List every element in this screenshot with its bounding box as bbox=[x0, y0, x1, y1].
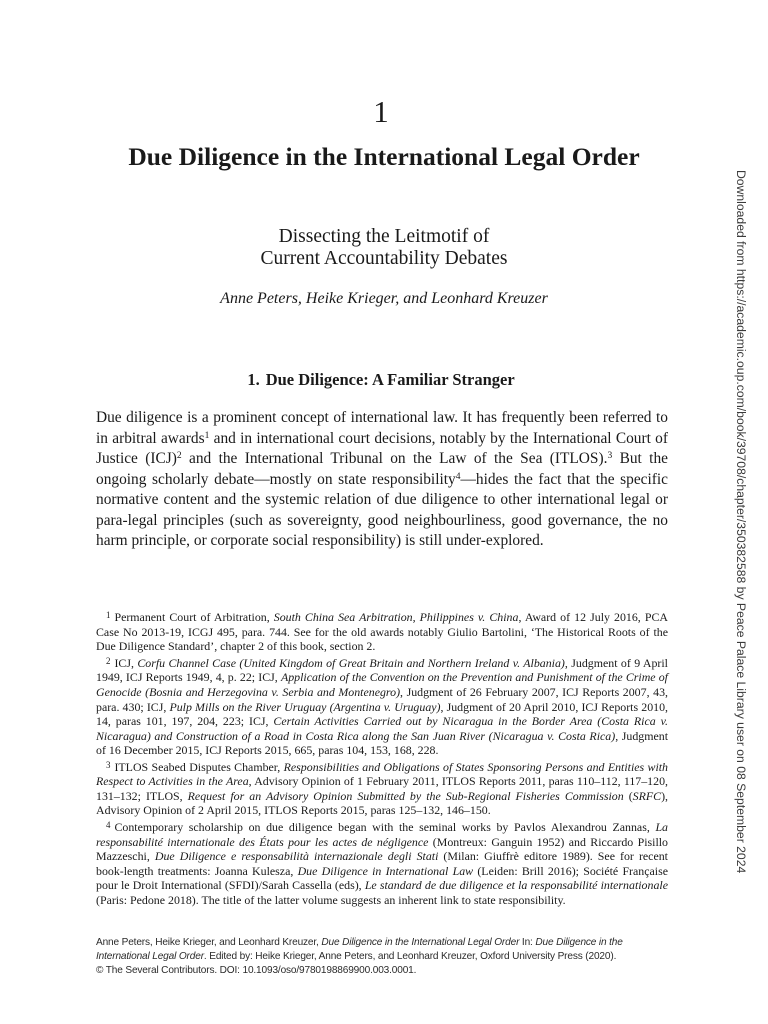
body-text-run: and in international court decisions, notably by the International Court of Justice (ICJ) bbox=[96, 429, 668, 467]
footnote-text: , Judgment of 20 April 2010, ICJ Reports 2010, 14, paras 101, 197, 204, 223; ICJ, bbox=[96, 699, 668, 729]
footnote-case-title: Request for an Advisory Opinion Submitted by the Sub-Regional Fisheries Commission bbox=[187, 788, 624, 803]
citation-copyright: © The Several Contributors. DOI: 10.1093/oso/9780198869900.003.0001. bbox=[96, 965, 417, 977]
footnote-text: (Montreux: Ganguin 1952) and Riccardo Pisillo Mazzeschi, bbox=[96, 834, 668, 864]
footnote-ref-4[interactable]: 4 bbox=[455, 470, 461, 482]
footnote-book-title: La responsabilité internationale des États pour les actes de négligence bbox=[96, 820, 668, 849]
footnote-text: , Judgment of 9 April 1949, ICJ Reports 1949, 4, p. 22; ICJ, bbox=[96, 655, 668, 685]
citation-publisher: . Edited by: Heike Krieger, Anne Peters, and Leonhard Kreuzer, Oxford University Press (2020). bbox=[203, 951, 617, 963]
footnote-text: , Award of 12 July 2016, PCA Case No 2013-19, ICGJ 495, para. 744. See for the old awards notably Giulio Bartolini, ‘The Historical Roots of the Due Diligence Standard’, chapter 2 of this book, section 2. bbox=[96, 610, 668, 654]
citation-chapter-title: Due Diligence in the International Legal Order bbox=[321, 937, 520, 948]
body-text-run: But the ongoing scholarly debate—mostly on state responsibility bbox=[96, 450, 668, 488]
footnote-text: Contemporary scholarship on due diligence began with the seminal works by Pavlos Alexandrou Zannas, bbox=[114, 820, 656, 835]
footnote-text: Permanent Court of Arbitration, bbox=[114, 610, 274, 625]
footnote-case-title: Application of the Convention on the Prevention and Punishment of the Crime of Genocide (Bosnia and Herzegovina v. Serbia and Montenegro) bbox=[96, 670, 668, 699]
footnote-2 bbox=[96, 654, 668, 758]
footnote-case-title: South China Sea Arbitration, Philippines v. China bbox=[273, 610, 519, 625]
chapter-number: 1 bbox=[373, 94, 389, 129]
footnote-text: , Judgment of 26 February 2007, ICJ Reports 2007, 43, para. 430; ICJ, bbox=[96, 684, 668, 714]
body-text-run: Due diligence is a prominent concept of international law. It has frequently been referred to in arbitral awards bbox=[96, 409, 668, 447]
footnotes bbox=[96, 608, 668, 907]
footnote-text: ITLOS Seabed Disputes Chamber, bbox=[114, 759, 284, 774]
citation-text-run: In: bbox=[519, 937, 536, 948]
footnote-case-title: SRFC bbox=[632, 788, 662, 803]
footnote-number: 2 bbox=[106, 655, 111, 666]
footnote-case-title: Certain Activities Carried out by Nicaragua in the Border Area (Costa Rica v. Nicaragua) and Construction of a Road in Costa Rica along the San Juan River (Nicaragua v. Costa Rica) bbox=[96, 714, 668, 743]
footnote-text: ), Advisory Opinion of 2 April 2015, ITLOS Reports 2015, paras 125–132, 146–150. bbox=[96, 788, 669, 818]
body-text-run: —hides the fact that the specific normative content and the systemic relation of due diligence to other international legal or para-legal principles (such as sovereignty, good neighbourliness, good governance, the no harm principle, or corporate social responsibility) is still under-explored. bbox=[96, 470, 668, 549]
citation-text bbox=[96, 936, 676, 964]
citation-authors: Anne Peters, Heike Krieger, and Leonhard Kreuzer, bbox=[96, 937, 322, 948]
footnote-book-title: Due Diligence in International Law bbox=[297, 863, 474, 878]
footnote-text: , Judgment of 16 December 2015, ICJ Reports 2015, 665, paras 104, 153, 168, 228. bbox=[96, 728, 669, 758]
subtitle-line-2: Current Accountability Debates bbox=[260, 248, 508, 269]
footnote-text: (Leiden: Brill 2016); Société Française pour le Droit International (SFDI)/Sarah Cassella (eds), bbox=[96, 863, 669, 893]
footnote-4 bbox=[96, 818, 668, 907]
footnote-number: 4 bbox=[106, 819, 111, 830]
footnote-book-title: Le standard de due diligence et la responsabilité internationale bbox=[364, 878, 668, 893]
body-paragraph bbox=[96, 408, 668, 552]
footnote-ref-1[interactable]: 1 bbox=[204, 429, 210, 441]
footnote-case-title: Responsibilities and Obligations of States Sponsoring Persons and Entities with Respect to Activities in the Area bbox=[96, 759, 668, 789]
footnote-text: ( bbox=[623, 788, 633, 803]
section-number: 1. bbox=[247, 370, 260, 389]
citation-book-title: Due Diligence in the International Legal Order bbox=[96, 937, 623, 963]
footnote-text: ICJ, bbox=[114, 655, 138, 670]
footnote-number: 1 bbox=[106, 610, 111, 620]
section-heading bbox=[0, 368, 762, 392]
citation-block bbox=[96, 936, 676, 979]
footnote-1 bbox=[96, 608, 668, 654]
footnote-number: 3 bbox=[106, 759, 111, 770]
footnote-book-title: Due Diligence e responsabilità internazionale degli Stati bbox=[154, 849, 439, 864]
footnote-ref-3[interactable]: 3 bbox=[607, 449, 613, 461]
body-text-run: and the International Tribunal on the Law of the Sea (ITLOS). bbox=[181, 450, 608, 467]
footnote-text: (Milan: Giuffrè editore 1989). See for recent book-length treatments: Joanna Kulesza, bbox=[96, 849, 668, 878]
chapter-title: Due Diligence in the International Legal Order bbox=[128, 142, 640, 171]
chapter-subtitle bbox=[120, 226, 648, 270]
chapter-authors: Anne Peters, Heike Krieger, and Leonhard Kreuzer bbox=[220, 290, 548, 307]
footnote-ref-2[interactable]: 2 bbox=[176, 449, 182, 461]
footnote-text: (Paris: Pedone 2018). The title of the latter volume suggests an inherent link to state responsibility. bbox=[96, 892, 566, 907]
subtitle-line-1: Dissecting the Leitmotif of bbox=[278, 226, 490, 247]
section-title: Due Diligence: A Familiar Stranger bbox=[265, 370, 515, 389]
footnote-case-title: Corfu Channel Case (United Kingdom of Great Britain and Northern Ireland v. Albania) bbox=[137, 655, 565, 670]
footnote-3 bbox=[96, 758, 668, 818]
footnote-text: , Advisory Opinion of 1 February 2011, ITLOS Reports 2011, paras 110–112, 117–120, 131–132; ITLOS, bbox=[96, 774, 668, 803]
download-watermark: Downloaded from https://academic.oup.com/book/39708/chapter/350382588 by Peace Palace Library user on 08 September 2024 bbox=[734, 170, 748, 874]
footnote-case-title: Pulp Mills on the River Uruguay (Argentina v. Uruguay) bbox=[169, 699, 441, 714]
